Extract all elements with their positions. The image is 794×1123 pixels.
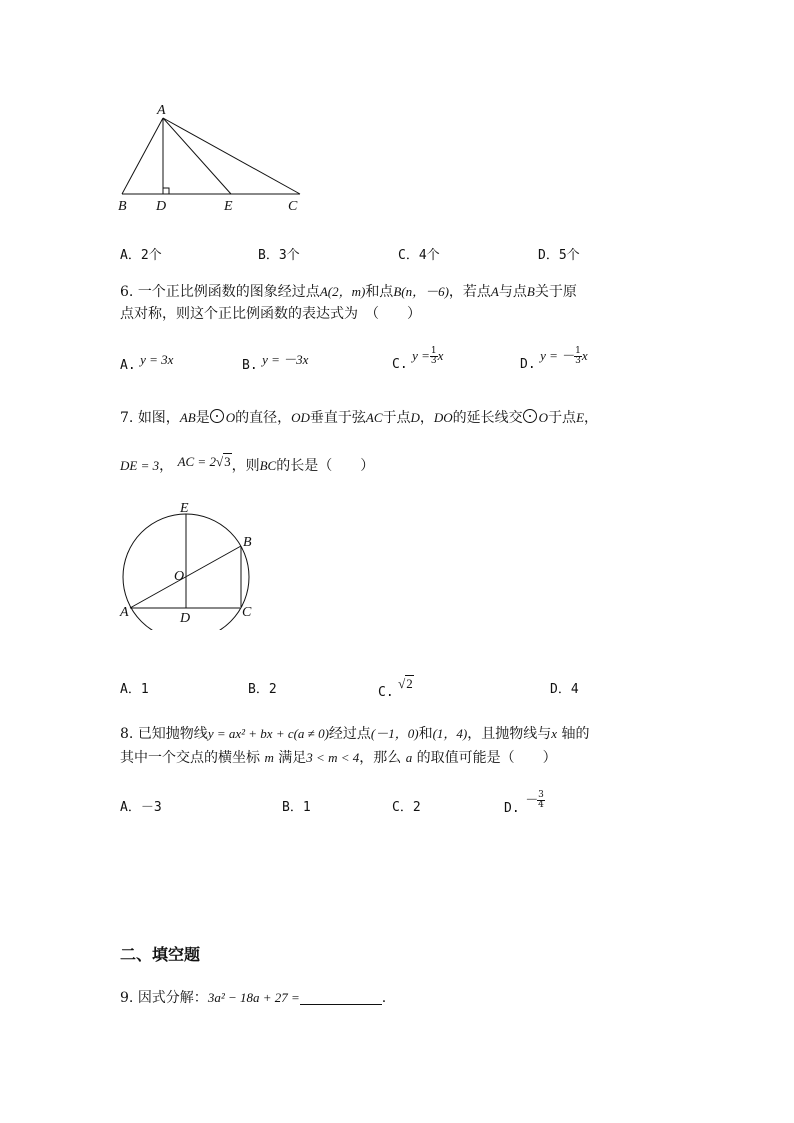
q5-option-c: C．4个: [398, 248, 440, 263]
label-O: O: [174, 569, 185, 584]
q8-option-b: B．1: [282, 800, 311, 815]
triangle-figure: [110, 98, 320, 218]
q7-line2: DE = 3， AC = 2√3，则BC的长是（ ）: [120, 454, 375, 474]
q8-line2: 其中一个交点的横坐标 m 满足3 < m < 4，那么 a 的取值可能是（ ）: [120, 750, 557, 766]
label-C: C: [288, 199, 298, 214]
q5-option-b: B．3个: [258, 248, 300, 263]
circle-figure: [115, 498, 275, 630]
label-B: B: [243, 535, 252, 550]
q8-line1: 8. 已知抛物线y = ax² + bx + c(a ≠ 0)经过点(－1，0)和(1，4)，且抛物线与x 轴的: [120, 726, 590, 742]
q6-option-b: B. y = －3x: [242, 352, 309, 373]
q6-option-c: C. y = $\frac{1}{3}$ x: [392, 345, 444, 372]
label-D: D: [180, 611, 191, 626]
q7-option-b: B．2: [248, 682, 277, 697]
q6-line2: 点对称，则这个正比例函数的表达式为 （ ）: [120, 306, 421, 322]
q7-option-c: C. √2: [378, 676, 413, 700]
q6-option-a: A. y = 3x: [120, 352, 174, 373]
label-E: E: [224, 199, 233, 214]
answer-blank[interactable]: [300, 990, 382, 1005]
label-C: C: [242, 605, 252, 620]
q7-option-d: D．4: [550, 682, 579, 697]
q9-line: 9. 因式分解：3a² − 18a + 27 = .: [120, 990, 387, 1006]
label-A: A: [157, 103, 166, 118]
q7-line1: 7. 如图，AB是 O的直径，OD垂直于弦AC于点D，DO的延长线交 O于点E，: [120, 410, 599, 426]
section-title: 二、填空题: [120, 945, 201, 964]
q6-option-d: D. y = － $\frac{1}{3}$ x: [520, 345, 588, 372]
q5-option-a: A．2个: [120, 248, 162, 263]
q8-option-d: D. － $\frac{3}{4}$: [504, 789, 544, 816]
label-D: D: [156, 199, 167, 214]
circle-symbol-icon: [523, 409, 537, 423]
circle-symbol-icon: [210, 409, 224, 423]
q7-option-a: A．1: [120, 682, 149, 697]
label-B: B: [118, 199, 127, 214]
q8-option-c: C．2: [392, 800, 421, 815]
label-A: A: [120, 605, 129, 620]
q8-option-a: A．－3: [120, 800, 162, 815]
q5-option-d: D．5个: [538, 248, 580, 263]
label-E: E: [180, 501, 189, 516]
q6-line1: 6. 一个正比例函数的图象经过点A(2，m)和点B(n，－6)，若点A与点B关于原: [120, 284, 577, 300]
